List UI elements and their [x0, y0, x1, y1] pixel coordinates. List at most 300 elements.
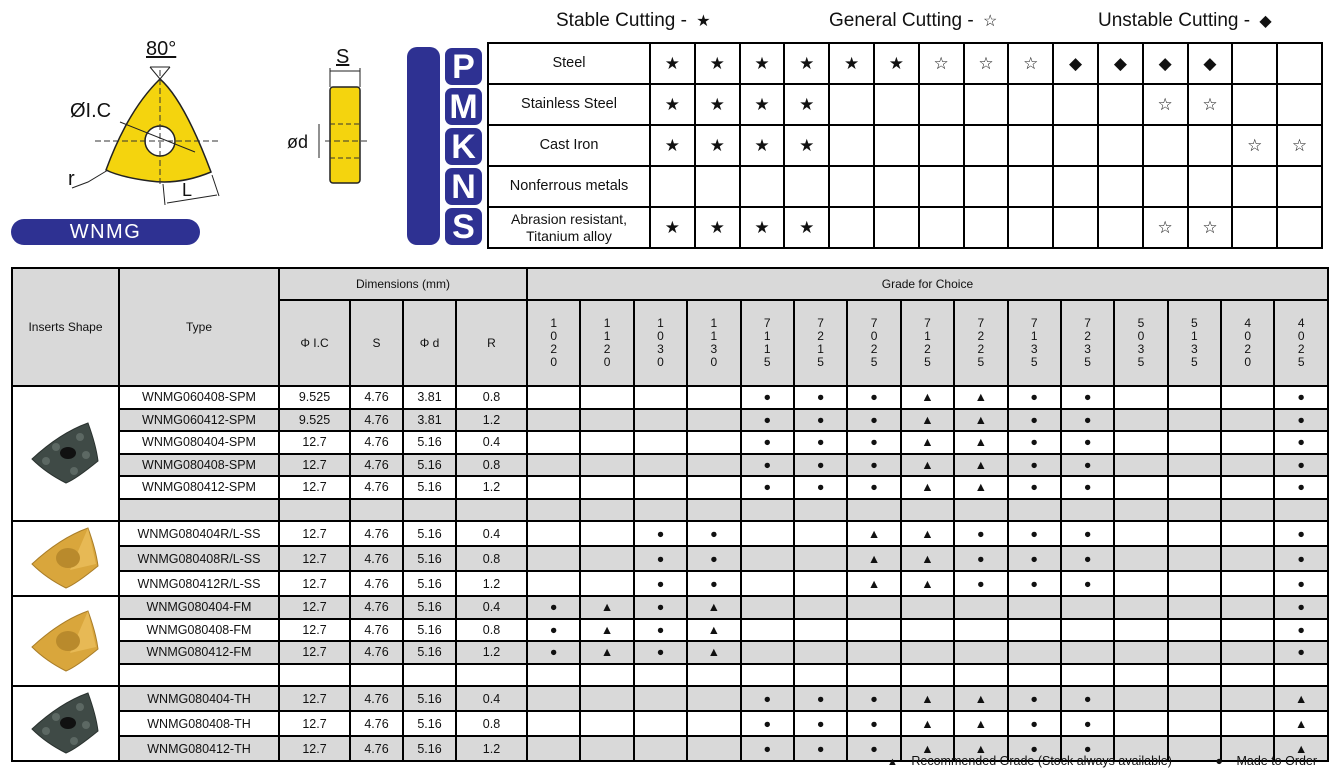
grade-cell	[527, 409, 580, 432]
type-cell: WNMG080404R/L-SS	[119, 521, 279, 546]
made-to-order-mark: ●	[1274, 386, 1327, 409]
recommended-grade-mark: ▲	[901, 711, 954, 736]
table-row	[12, 571, 1328, 596]
made-to-order-mark: ●	[687, 521, 740, 546]
grade-cell	[580, 454, 633, 477]
ic-cell: 12.7	[279, 476, 350, 499]
header-d: Φ d	[403, 300, 456, 386]
grade-cell	[634, 386, 687, 409]
header-r: R	[456, 300, 527, 386]
legend-stable-label: Stable Cutting -	[556, 10, 687, 31]
grade-code: 1130	[710, 316, 718, 369]
s-cell: 4.76	[350, 476, 403, 499]
application-cell: ☆	[1232, 125, 1277, 166]
table-row	[12, 546, 1328, 571]
grade-cell	[1114, 619, 1167, 642]
wnmg-geometry-diagram	[0, 0, 400, 255]
made-to-order-label: Made to Order	[1236, 754, 1318, 768]
table-row	[12, 431, 1328, 454]
r-cell: 0.8	[456, 619, 527, 642]
d-cell: 5.16	[403, 711, 456, 736]
application-cell: ☆	[1188, 207, 1233, 248]
grade-cell	[687, 431, 740, 454]
grade-cell	[1221, 619, 1274, 642]
ic-cell: 12.7	[279, 454, 350, 477]
application-cell: ★	[784, 125, 829, 166]
made-to-order-mark: ●	[741, 431, 794, 454]
application-cell	[1098, 207, 1143, 248]
grade-cell	[1221, 596, 1274, 619]
grade-cell	[527, 386, 580, 409]
application-cell	[1277, 207, 1322, 248]
grade-cell	[741, 571, 794, 596]
grade-cell	[580, 571, 633, 596]
triangle-icon: ▲	[887, 756, 898, 768]
grade-cell	[1168, 571, 1221, 596]
grade-cell	[527, 546, 580, 571]
grade-cell	[741, 521, 794, 546]
grade-cell	[634, 499, 687, 522]
application-cell	[919, 207, 964, 248]
table-row	[12, 386, 1328, 409]
made-to-order-mark: ●	[1008, 686, 1061, 711]
ic-cell: 12.7	[279, 571, 350, 596]
grade-cell	[1061, 499, 1114, 522]
d-cell: 5.16	[403, 736, 456, 761]
type-cell: WNMG080412-TH	[119, 736, 279, 761]
application-cell: ☆	[1188, 84, 1233, 125]
grade-cell	[687, 476, 740, 499]
ic-cell: 12.7	[279, 641, 350, 664]
application-cell: ★	[650, 84, 695, 125]
header-grade-7215	[794, 300, 847, 386]
grade-cell	[1061, 596, 1114, 619]
recommended-grade-mark: ▲	[901, 546, 954, 571]
made-to-order-mark: ●	[741, 476, 794, 499]
grade-cell	[527, 736, 580, 761]
application-cell	[1053, 207, 1098, 248]
ic-cell: 12.7	[279, 736, 350, 761]
grade-cell	[1168, 711, 1221, 736]
grade-cell	[527, 571, 580, 596]
type-cell: WNMG080404-SPM	[119, 431, 279, 454]
r-cell: 0.8	[456, 454, 527, 477]
application-cell	[1098, 166, 1143, 207]
application-cell: ☆	[1143, 207, 1188, 248]
application-cell: ★	[695, 207, 740, 248]
made-to-order-mark: ●	[847, 454, 900, 477]
grade-cell	[1168, 546, 1221, 571]
application-cell: ★	[695, 125, 740, 166]
application-cell	[829, 166, 874, 207]
grade-cell	[527, 686, 580, 711]
r-cell	[456, 499, 527, 522]
made-to-order-mark: ●	[954, 521, 1007, 546]
made-to-order-mark: ●	[794, 711, 847, 736]
grade-cell	[1221, 641, 1274, 664]
application-cell	[1188, 166, 1233, 207]
s-cell: 4.76	[350, 641, 403, 664]
grade-cell	[741, 641, 794, 664]
grade-cell	[580, 664, 633, 687]
grade-cell	[1061, 619, 1114, 642]
recommended-grade-mark: ▲	[901, 736, 954, 761]
type-cell: WNMG080408-FM	[119, 619, 279, 642]
grade-cell	[687, 686, 740, 711]
application-cell: ◆	[1143, 43, 1188, 84]
made-to-order-mark: ●	[847, 476, 900, 499]
grade-cell	[1008, 619, 1061, 642]
recommended-grade-mark: ▲	[901, 454, 954, 477]
grade-cell	[634, 454, 687, 477]
grade-cell	[901, 619, 954, 642]
ic-cell: 12.7	[279, 711, 350, 736]
recommended-grade-mark: ▲	[1274, 711, 1327, 736]
table-row	[12, 711, 1328, 736]
header-grade-1120	[580, 300, 633, 386]
type-cell: WNMG080404-FM	[119, 596, 279, 619]
application-cell	[829, 84, 874, 125]
application-cell: ★	[740, 43, 785, 84]
s-cell: 4.76	[350, 409, 403, 432]
d-cell: 5.16	[403, 686, 456, 711]
grade-cell	[794, 521, 847, 546]
grade-cell	[1168, 686, 1221, 711]
grade-cell	[687, 736, 740, 761]
outline-star-icon: ☆	[982, 13, 998, 30]
made-to-order-mark: ●	[794, 476, 847, 499]
ic-cell: 12.7	[279, 596, 350, 619]
header-dimensions: Dimensions (mm)	[279, 268, 527, 300]
application-cell: ☆	[1143, 84, 1188, 125]
grade-code: 4020	[1244, 316, 1252, 369]
s-cell	[350, 664, 403, 687]
grade-cell	[1114, 596, 1167, 619]
made-to-order-mark: ●	[741, 454, 794, 477]
grade-cell	[1168, 386, 1221, 409]
made-to-order-mark: ●	[634, 571, 687, 596]
made-to-order-mark: ●	[1061, 711, 1114, 736]
grade-cell	[954, 641, 1007, 664]
application-cell: ★	[695, 43, 740, 84]
r-label: r	[68, 168, 75, 190]
grade-cell	[634, 431, 687, 454]
made-to-order-mark: ●	[527, 619, 580, 642]
s-cell: 4.76	[350, 571, 403, 596]
grade-cell	[1114, 454, 1167, 477]
grade-cell	[527, 711, 580, 736]
grade-cell	[794, 571, 847, 596]
made-to-order-mark: ●	[794, 686, 847, 711]
made-to-order-mark: ●	[1061, 546, 1114, 571]
application-cell: ★	[829, 43, 874, 84]
application-cell	[964, 84, 1009, 125]
application-cell	[1232, 207, 1277, 248]
d-cell: 5.16	[403, 521, 456, 546]
material-label: Steel	[488, 43, 650, 84]
application-cell	[1277, 84, 1322, 125]
grade-cell	[1221, 409, 1274, 432]
table-row	[12, 476, 1328, 499]
grade-cell	[1114, 476, 1167, 499]
header-grade-4020	[1221, 300, 1274, 386]
grade-cell	[1114, 499, 1167, 522]
grade-cell	[1274, 499, 1327, 522]
recommended-grade-mark: ▲	[954, 476, 1007, 499]
application-cell: ☆	[1008, 43, 1053, 84]
application-cell	[919, 125, 964, 166]
grade-code: 1030	[657, 316, 664, 369]
made-to-order-mark: ●	[1274, 454, 1327, 477]
header-grade-7135	[1008, 300, 1061, 386]
s-cell: 4.76	[350, 386, 403, 409]
header-grade-for-choice: Grade for Choice	[527, 268, 1328, 300]
application-cell	[1053, 166, 1098, 207]
grade-cell	[634, 736, 687, 761]
grade-cell	[1168, 476, 1221, 499]
grade-cell	[1221, 476, 1274, 499]
iso-badge-k: K	[445, 128, 482, 165]
header-grade-5135	[1168, 300, 1221, 386]
grade-cell	[580, 499, 633, 522]
d-cell: 5.16	[403, 546, 456, 571]
ic-cell: 12.7	[279, 619, 350, 642]
grade-cell	[954, 596, 1007, 619]
application-cell	[1232, 84, 1277, 125]
grade-cell	[1221, 686, 1274, 711]
grade-cell	[794, 641, 847, 664]
header-grade-1020	[527, 300, 580, 386]
r-cell: 0.8	[456, 386, 527, 409]
application-cell: ◆	[1098, 43, 1143, 84]
made-to-order-mark: ●	[1061, 409, 1114, 432]
material-label: Stainless Steel	[488, 84, 650, 125]
made-to-order-mark: ●	[1008, 736, 1061, 761]
d-cell: 5.16	[403, 619, 456, 642]
header-s: S	[350, 300, 403, 386]
grade-cell	[794, 596, 847, 619]
grade-cell	[634, 476, 687, 499]
grade-cell	[847, 619, 900, 642]
s-cell: 4.76	[350, 619, 403, 642]
made-to-order-mark: ●	[954, 546, 1007, 571]
grade-cell	[794, 546, 847, 571]
grade-cell	[741, 664, 794, 687]
application-cell: ★	[650, 125, 695, 166]
application-cell: ★	[784, 43, 829, 84]
type-cell	[119, 499, 279, 522]
grade-cell	[1221, 664, 1274, 687]
dark-insert-image	[12, 386, 119, 521]
type-cell: WNMG080408-SPM	[119, 454, 279, 477]
application-cell	[1188, 125, 1233, 166]
grade-cell	[741, 499, 794, 522]
insert-type-badge: WNMG	[11, 219, 200, 245]
made-to-order-mark: ●	[1274, 476, 1327, 499]
grade-cell	[1168, 431, 1221, 454]
recommended-grade-mark: ▲	[954, 686, 1007, 711]
recommended-grade-mark: ▲	[901, 686, 954, 711]
spacer-row	[12, 664, 1328, 687]
made-to-order-mark: ●	[634, 641, 687, 664]
grade-code: 1120	[603, 316, 611, 369]
made-to-order-mark: ●	[954, 571, 1007, 596]
grade-cell	[1221, 454, 1274, 477]
s-cell: 4.76	[350, 521, 403, 546]
grade-cell	[741, 619, 794, 642]
table-row	[12, 409, 1328, 432]
made-to-order-mark: ●	[1061, 454, 1114, 477]
material-row	[488, 207, 1322, 248]
grade-cell	[527, 499, 580, 522]
r-cell: 1.2	[456, 476, 527, 499]
grade-cell	[1114, 571, 1167, 596]
grade-cell	[687, 664, 740, 687]
grade-cell	[1114, 409, 1167, 432]
legend-general-cutting	[829, 10, 997, 32]
application-cell	[1053, 125, 1098, 166]
table-row	[12, 619, 1328, 642]
made-to-order-mark: ●	[1008, 431, 1061, 454]
grade-code: 7025	[870, 316, 878, 369]
grade-cell	[1168, 619, 1221, 642]
application-cell	[650, 166, 695, 207]
grade-code: 7135	[1030, 316, 1038, 369]
r-cell: 0.8	[456, 711, 527, 736]
legend-unstable-cutting	[1098, 10, 1272, 32]
recommended-grade-mark: ▲	[954, 431, 1007, 454]
iso-badge-s: S	[445, 208, 482, 245]
material-row	[488, 166, 1322, 207]
application-cell	[964, 166, 1009, 207]
grade-cell	[1221, 386, 1274, 409]
application-cell: ◆	[1188, 43, 1233, 84]
application-cell	[1277, 166, 1322, 207]
grade-cell	[1168, 454, 1221, 477]
application-cell	[1008, 84, 1053, 125]
application-cell	[919, 166, 964, 207]
grade-code: 5135	[1191, 316, 1198, 369]
application-cell: ★	[740, 84, 785, 125]
grade-cell	[954, 499, 1007, 522]
application-cell	[1053, 84, 1098, 125]
r-cell: 0.4	[456, 596, 527, 619]
made-to-order-mark: ●	[1274, 409, 1327, 432]
s-cell: 4.76	[350, 686, 403, 711]
grade-cell	[527, 664, 580, 687]
d-cell	[403, 499, 456, 522]
made-to-order-mark: ●	[1008, 386, 1061, 409]
application-cell	[1098, 84, 1143, 125]
d-cell: 5.16	[403, 454, 456, 477]
r-cell: 0.4	[456, 431, 527, 454]
made-to-order-mark: ●	[741, 711, 794, 736]
grade-cell	[580, 711, 633, 736]
header-grade-1130	[687, 300, 740, 386]
grade-cell	[687, 711, 740, 736]
r-cell: 0.4	[456, 521, 527, 546]
r-cell: 1.2	[456, 736, 527, 761]
d-cell: 5.16	[403, 641, 456, 664]
grade-cell	[1008, 499, 1061, 522]
made-to-order-mark: ●	[741, 736, 794, 761]
application-cell	[1232, 166, 1277, 207]
made-to-order-mark: ●	[1008, 711, 1061, 736]
legend-general-label: General Cutting -	[829, 10, 974, 31]
header-grade-5035	[1114, 300, 1167, 386]
ic-label: ØI.C	[70, 100, 112, 122]
application-cell	[874, 84, 919, 125]
made-to-order-mark: ●	[1061, 386, 1114, 409]
grade-cell	[1008, 664, 1061, 687]
made-to-order-mark: ●	[1008, 409, 1061, 432]
type-cell: WNMG060412-SPM	[119, 409, 279, 432]
grade-cell	[1274, 664, 1327, 687]
recommended-grade-mark: ▲	[954, 736, 1007, 761]
made-to-order-mark: ●	[794, 409, 847, 432]
grade-cell	[847, 499, 900, 522]
made-to-order-mark: ●	[1008, 476, 1061, 499]
grade-cell	[634, 711, 687, 736]
recommended-grade-mark: ▲	[580, 619, 633, 642]
grade-cell	[580, 409, 633, 432]
l-label: L	[182, 180, 193, 200]
table-row	[12, 641, 1328, 664]
made-to-order-mark: ●	[847, 736, 900, 761]
grade-cell	[1061, 664, 1114, 687]
header-grade-7225	[954, 300, 1007, 386]
grade-cell	[687, 454, 740, 477]
material-row	[488, 84, 1322, 125]
insert-grade-table	[11, 267, 1329, 762]
made-to-order-mark: ●	[1274, 619, 1327, 642]
made-to-order-mark: ●	[1274, 641, 1327, 664]
material-row	[488, 43, 1322, 84]
application-cell	[919, 84, 964, 125]
type-cell: WNMG080412-FM	[119, 641, 279, 664]
recommended-grade-mark: ▲	[901, 386, 954, 409]
table-row	[12, 596, 1328, 619]
grade-cell	[954, 664, 1007, 687]
made-to-order-mark: ●	[1008, 571, 1061, 596]
table-row	[12, 454, 1328, 477]
grade-cell	[580, 476, 633, 499]
gold-insert-image	[12, 596, 119, 686]
iso-badge-m: M	[445, 88, 482, 125]
made-to-order-mark: ●	[847, 431, 900, 454]
grade-cell	[527, 454, 580, 477]
header-grade-4025	[1274, 300, 1327, 386]
grade-cell	[527, 521, 580, 546]
d-cell: 3.81	[403, 386, 456, 409]
made-to-order-mark: ●	[687, 546, 740, 571]
made-to-order-mark: ●	[1274, 596, 1327, 619]
recommended-grade-mark: ▲	[901, 476, 954, 499]
grade-cell	[634, 664, 687, 687]
made-to-order-mark: ●	[1061, 431, 1114, 454]
application-cell	[695, 166, 740, 207]
material-label: Abrasion resistant, Titanium alloy	[488, 207, 650, 248]
made-to-order-mark: ●	[1274, 521, 1327, 546]
made-to-order-mark: ●	[1061, 736, 1114, 761]
grade-code: 7235	[1084, 316, 1091, 369]
grade-cell	[1168, 664, 1221, 687]
grade-cell	[634, 409, 687, 432]
table-row	[12, 521, 1328, 546]
made-to-order-mark: ●	[794, 736, 847, 761]
grade-cell	[1221, 711, 1274, 736]
r-cell: 1.2	[456, 571, 527, 596]
